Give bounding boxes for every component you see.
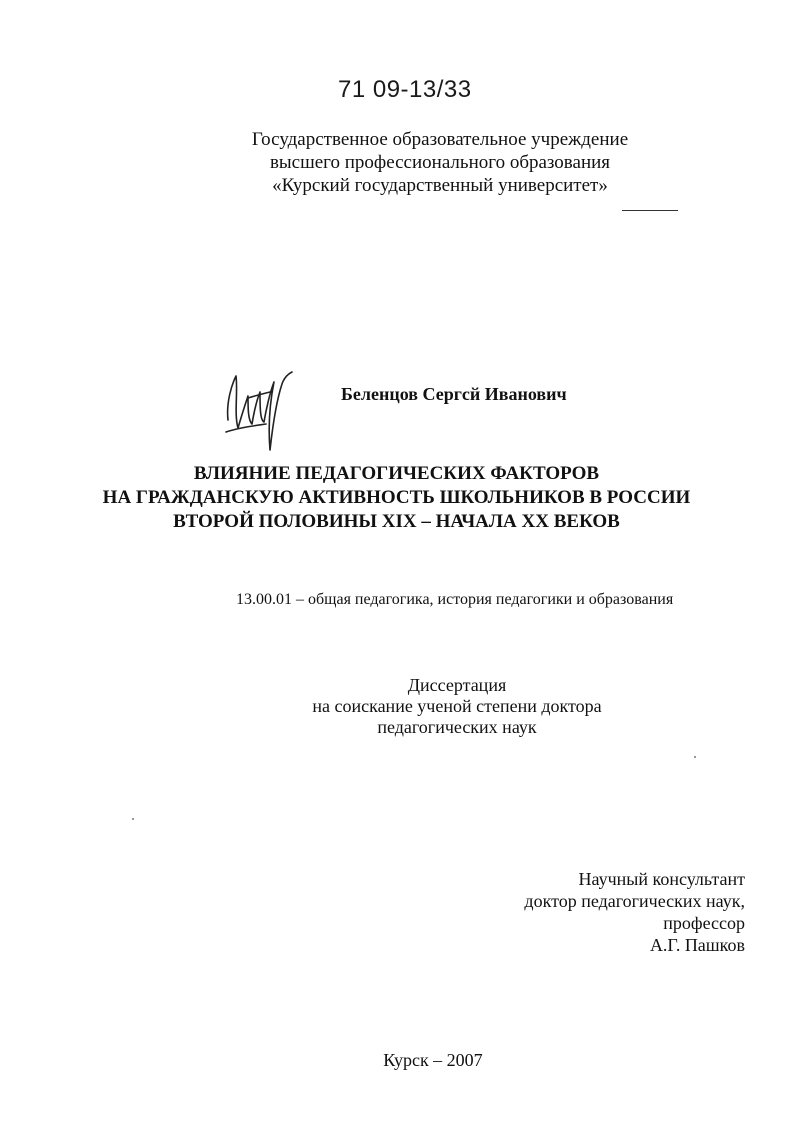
institution-line-3: «Курский государственный университет» bbox=[272, 175, 608, 196]
title-line-2: НА ГРАЖДАНСКУЮ АКТИВНОСТЬ ШКОЛЬНИКОВ В РОССИИ bbox=[102, 487, 691, 508]
thesis-type-block bbox=[0, 675, 793, 738]
thesis-line-1: Диссертация bbox=[407, 675, 507, 695]
scan-speck bbox=[132, 818, 134, 820]
archive-stamp-number: 71 09-13/33 bbox=[338, 76, 472, 103]
thesis-line-3: педагогических наук bbox=[377, 717, 537, 737]
signature-image bbox=[218, 362, 300, 454]
city-year: Курск – 2007 bbox=[383, 1050, 483, 1070]
institution-line-2: высшего профессионального образования bbox=[269, 152, 611, 173]
consultant-line-3: профессор bbox=[663, 913, 745, 933]
short-rule bbox=[622, 210, 678, 211]
consultant-line-4: А.Г. Пашков bbox=[649, 935, 745, 955]
institution-line-1: Государственное образовательное учреждение bbox=[251, 129, 629, 150]
consultant-line-1: Научный консультант bbox=[578, 869, 745, 889]
consultant-line-2: доктор педагогических наук, bbox=[524, 891, 745, 911]
scan-speck bbox=[694, 756, 696, 758]
specialty-code: 13.00.01 – общая педагогика, история педагогики и образования bbox=[236, 591, 674, 608]
title-line-1: ВЛИЯНИЕ ПЕДАГОГИЧЕСКИХ ФАКТОРОВ bbox=[193, 463, 600, 484]
author-name: Беленцов Сергсй Иванович bbox=[341, 384, 567, 404]
thesis-line-2: на соискание ученой степени доктора bbox=[312, 696, 602, 716]
dissertation-title bbox=[0, 462, 793, 534]
scientific-consultant-block bbox=[524, 868, 745, 956]
institution-block bbox=[0, 128, 793, 197]
title-line-3: ВТОРОЙ ПОЛОВИНЫ XIX – НАЧАЛА XX ВЕКОВ bbox=[173, 511, 620, 532]
